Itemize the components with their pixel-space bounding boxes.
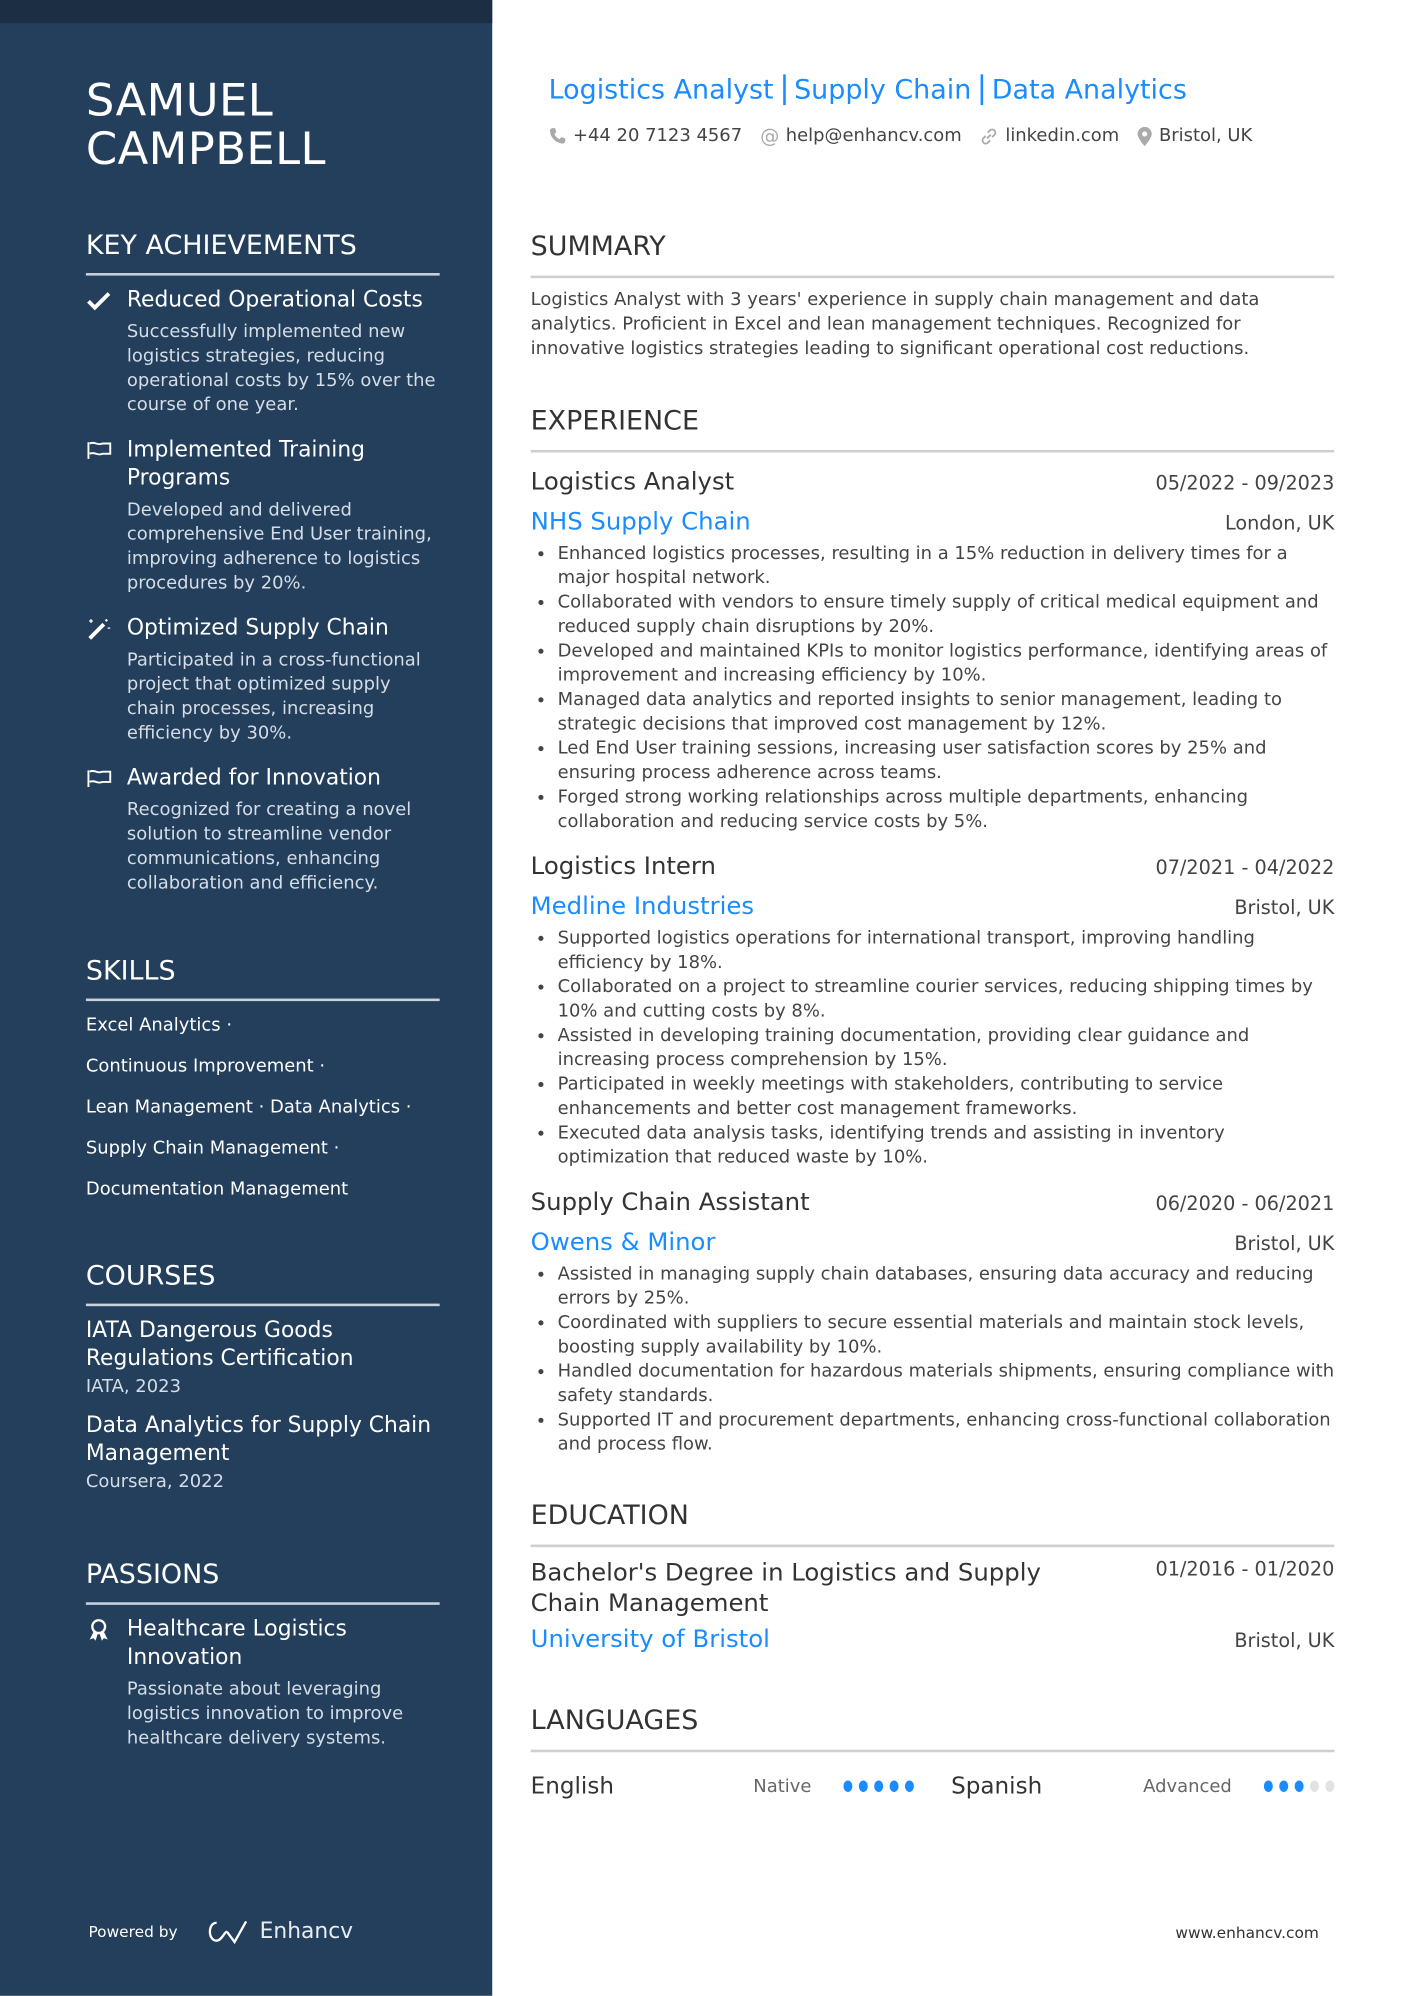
achievement-item <box>86 436 440 596</box>
award-icon <box>86 1618 112 1644</box>
bullet-item: • Collaborated on a project to streamline courier services, reducing shipping times by 10% and cutting costs by 8%. <box>558 975 1335 1024</box>
job-title: Logistics Intern <box>530 852 716 881</box>
proficiency-dot <box>859 1780 868 1792</box>
language-name: English <box>530 1772 614 1800</box>
contact-phone[interactable]: +44 20 7123 4567 <box>549 124 743 147</box>
job-header <box>531 463 1335 501</box>
education-section <box>531 1498 1335 1660</box>
section-title: PASSIONS <box>86 1557 440 1604</box>
contact-info <box>549 124 1253 147</box>
job-company-row <box>531 1222 1335 1263</box>
achievement-description: Successfully implemented new logistics strategies, reducing operational costs by 15% over the course of one year. <box>126 321 436 416</box>
job-entry <box>531 463 1335 835</box>
proficiency-dot <box>1325 1780 1334 1792</box>
skill-item: Documentation Management <box>85 1179 349 1200</box>
achievement-item <box>86 1615 440 1751</box>
achievement-title: Reduced Operational Costs <box>126 287 423 313</box>
bullet-item: • Handled documentation for hazardous materials shipments, ensuring compliance with safety standards. <box>558 1360 1335 1409</box>
summary-section <box>531 229 1335 361</box>
proficiency-dots <box>843 1780 914 1792</box>
achievement-item <box>86 614 440 746</box>
at-icon: @ <box>760 124 780 148</box>
flag-icon <box>86 767 112 793</box>
candidate-name: SAMUEL CAMPBELL <box>85 75 326 176</box>
job-entry <box>531 847 1335 1170</box>
passions-section <box>86 1557 440 1769</box>
contact-email[interactable]: @ help@enhancv.com <box>760 124 962 148</box>
proficiency-dot <box>874 1780 883 1792</box>
language-name: Spanish <box>951 1772 1043 1800</box>
courses-section <box>86 1259 440 1504</box>
language-level-group <box>1143 1776 1334 1797</box>
proficiency-dot <box>1295 1780 1304 1792</box>
achievement-title: Awarded for Innovation <box>126 765 381 791</box>
achievement-title: Implemented Training Programs <box>126 437 365 491</box>
job-bullets <box>531 542 1335 834</box>
key-achievements-section <box>86 228 440 914</box>
job-location: London, UK <box>1224 511 1335 535</box>
course-provider: Coursera, 2022 <box>85 1471 224 1493</box>
achievement-description: Participated in a cross-functional project that optimized supply chain processes, increasing efficiency by 30%. <box>126 649 421 744</box>
course-title: Data Analytics for Supply Chain Management <box>85 1412 432 1467</box>
achievement-title: Optimized Supply Chain <box>126 615 389 641</box>
bullet-item: • Coordinated with suppliers to secure essential materials and maintain stock levels, boosting supply availability by 10%. <box>558 1311 1335 1360</box>
job-title: Logistics Analyst <box>530 467 735 497</box>
contact-location: Bristol, UK <box>1137 124 1252 147</box>
section-title: LANGUAGES <box>531 1704 1335 1753</box>
course-item <box>86 1316 440 1401</box>
bullet-item: • Participated in weekly meetings with stakeholders, contributing to service enhancements and better cost management frameworks. <box>558 1073 1335 1122</box>
degree: Bachelor's Degree in Logistics and Supply Chain Management <box>530 1558 1041 1618</box>
proficiency-dot <box>890 1780 899 1792</box>
powered-by: Powered by Enhancv <box>88 1918 354 1945</box>
proficiency-dots <box>1264 1780 1335 1792</box>
skill-item: Excel Analytics · <box>85 1015 233 1036</box>
location-pin-icon <box>1137 126 1152 145</box>
experience-section <box>531 404 1335 1470</box>
sidebar-top-band <box>0 0 492 23</box>
bullet-item: • Collaborated with vendors to ensure timely supply of critical medical equipment and reduced supply chain disruptions by 20%. <box>558 591 1335 640</box>
company-name: Owens & Minor <box>530 1227 716 1257</box>
flag-icon <box>86 438 112 464</box>
job-dates: 05/2022 - 09/2023 <box>1155 471 1335 495</box>
section-title: COURSES <box>86 1259 440 1306</box>
section-title: KEY ACHIEVEMENTS <box>86 228 440 275</box>
course-item <box>86 1411 440 1496</box>
phone-icon <box>549 127 567 145</box>
proficiency-dot <box>843 1780 852 1792</box>
language-level-group <box>753 1776 914 1797</box>
language-item <box>951 1773 1334 1800</box>
link-icon <box>980 126 999 145</box>
skill-item: Lean Management · Data Analytics · <box>85 1097 412 1118</box>
bullet-item: • Supported logistics operations for international transport, improving handling efficiency by 18%. <box>558 927 1335 976</box>
achievement-title: Healthcare Logistics Innovation <box>126 1616 347 1671</box>
magic-wand-icon <box>86 617 112 643</box>
proficiency-dot <box>1310 1780 1319 1792</box>
job-header <box>531 1183 1335 1221</box>
divider <box>783 74 786 105</box>
enhancv-logo-icon <box>203 1919 249 1945</box>
bullet-item: • Developed and maintained KPIs to monitor logistics performance, identifying areas of improvement and increasing efficiency by 10%. <box>558 640 1335 689</box>
headline: Logistics Analyst Supply Chain Data Analytics <box>548 74 1187 106</box>
achievement-item <box>86 764 440 896</box>
footer-website[interactable]: www.enhancv.com <box>1175 1924 1319 1942</box>
job-company-row <box>531 886 1335 927</box>
course-provider: IATA, 2023 <box>85 1376 181 1398</box>
education-location: Bristol, UK <box>1234 1629 1335 1653</box>
proficiency-dot <box>1279 1780 1288 1792</box>
achievement-item <box>86 286 440 418</box>
job-bullets <box>531 1263 1335 1458</box>
job-company-row <box>531 501 1335 542</box>
proficiency-dot <box>905 1780 914 1792</box>
section-title: SUMMARY <box>531 229 1335 278</box>
language-item <box>531 1773 914 1800</box>
job-dates: 07/2021 - 04/2022 <box>1155 856 1335 880</box>
bullet-item: • Led End User training sessions, increasing user satisfaction scores by 25% and ensuring process adherence across teams. <box>558 737 1335 786</box>
school-name: University of Bristol <box>530 1625 770 1654</box>
company-name: Medline Industries <box>530 892 755 921</box>
bullet-item: • Executed data analysis tasks, identifying trends and assisting in inventory optimization that reduced waste by 10%. <box>558 1122 1335 1171</box>
divider <box>980 74 983 105</box>
job-title: Supply Chain Assistant <box>530 1188 810 1217</box>
bullet-item: • Supported IT and procurement departments, enhancing cross-functional collaboration and process flow. <box>558 1409 1335 1458</box>
sidebar <box>0 0 492 1996</box>
bullet-item: • Assisted in developing training documentation, providing clear guidance and increasing process comprehension by 15%. <box>558 1024 1335 1073</box>
language-level: Native <box>753 1775 812 1797</box>
section-title: SKILLS <box>86 954 440 1001</box>
skill-item: Continuous Improvement · <box>85 1056 326 1077</box>
job-header <box>531 847 1335 885</box>
job-entry <box>531 1183 1335 1457</box>
languages-section <box>531 1704 1335 1800</box>
achievement-description: Developed and delivered comprehensive End User training, improving adherence to logistics procedures by 20%. <box>126 499 432 594</box>
company-name: NHS Supply Chain <box>530 507 751 536</box>
enhancv-logo[interactable]: Enhancv <box>203 1919 353 1945</box>
contact-linkedin[interactable]: linkedin.com <box>980 124 1120 147</box>
job-bullets <box>531 927 1335 1171</box>
course-title: IATA Dangerous Goods Regulations Certification <box>85 1317 354 1372</box>
job-dates: 06/2020 - 06/2021 <box>1155 1192 1335 1216</box>
section-title: EXPERIENCE <box>531 404 1335 453</box>
bullet-item: • Forged strong working relationships across multiple departments, enhancing collaboration and reducing service costs by 5%. <box>558 786 1335 835</box>
skills-section <box>86 954 440 1210</box>
language-level: Advanced <box>1143 1775 1232 1797</box>
achievement-description: Passionate about leveraging logistics innovation to improve healthcare delivery systems. <box>126 1679 404 1749</box>
section-title: EDUCATION <box>531 1498 1335 1547</box>
skill-item: Supply Chain Management · <box>85 1138 340 1159</box>
bullet-item: • Assisted in managing supply chain databases, ensuring data accuracy and reducing errors by 25%. <box>558 1263 1335 1312</box>
achievement-description: Recognized for creating a novel solution to streamline vendor communications, enhancing collaboration and efficiency. <box>126 799 412 894</box>
check-icon <box>86 288 112 314</box>
proficiency-dot <box>1264 1780 1273 1792</box>
summary-text: Logistics Analyst with 3 years' experience in supply chain management and data analytics. Proficient in Excel and lean management techniques. Recognized for innovative logistics strategies leading to significant operational cost reductions. <box>530 289 1260 359</box>
education-dates: 01/2016 - 01/2020 <box>1155 1557 1335 1581</box>
bullet-item: • Managed data analytics and reported insights to senior management, leading to strategic decisions that improved cost management by 12%. <box>558 688 1335 737</box>
bullet-item: • Enhanced logistics processes, resulting in a 15% reduction in delivery times for a major hospital network. <box>558 542 1335 591</box>
job-location: Bristol, UK <box>1234 895 1335 920</box>
job-location: Bristol, UK <box>1234 1231 1335 1255</box>
